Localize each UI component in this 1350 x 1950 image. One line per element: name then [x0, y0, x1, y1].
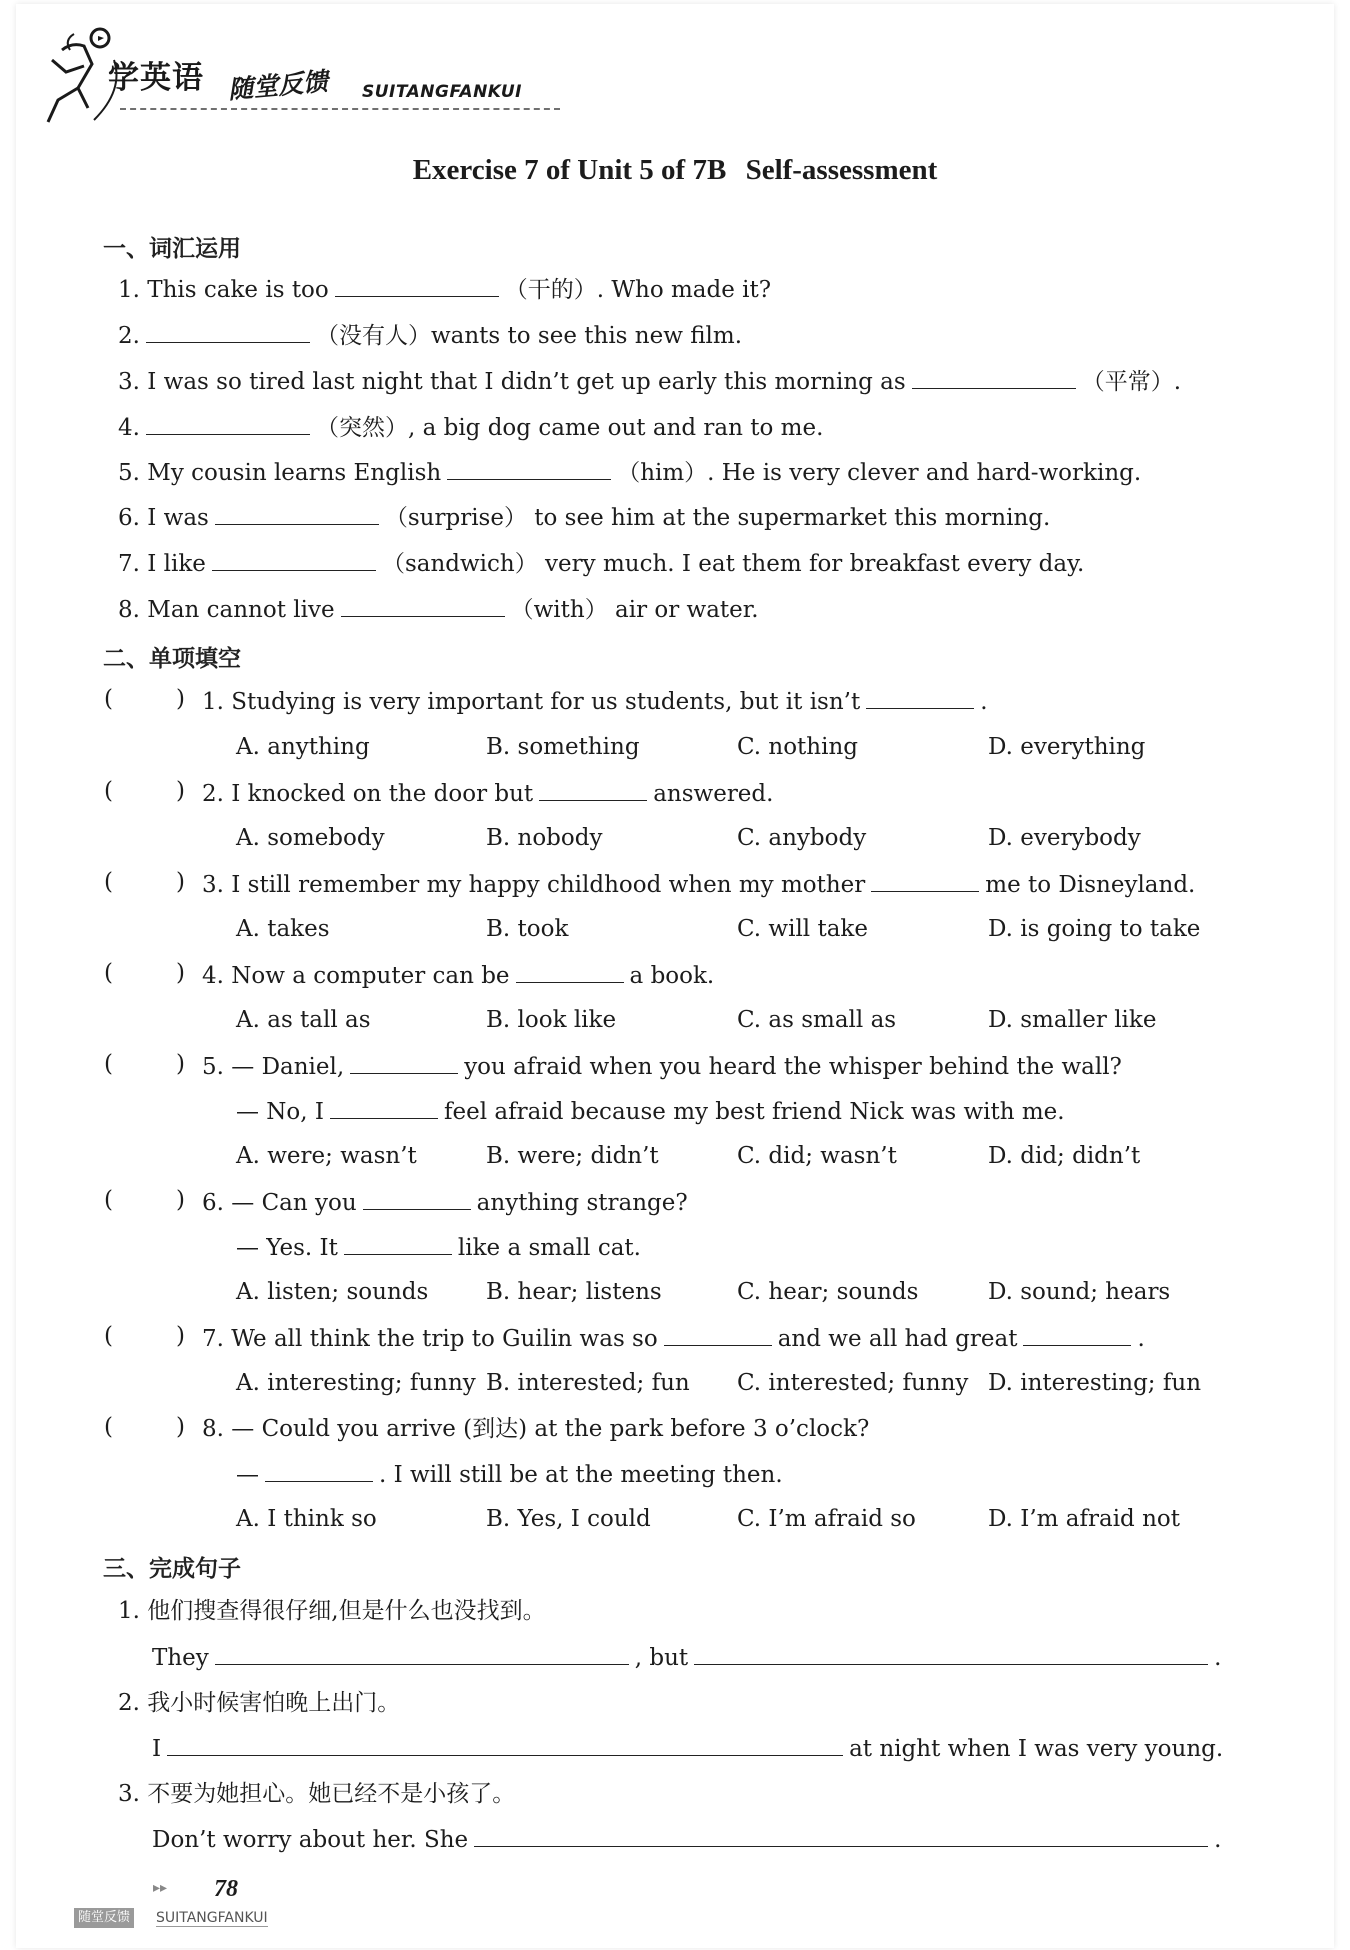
- question-line: 4. Now a computer can be a book.: [202, 960, 714, 991]
- answer-paren-close: ): [176, 1414, 185, 1440]
- option-c[interactable]: C. nothing: [737, 734, 859, 760]
- sentence-chinese: 2. 我小时候害怕晚上出门。: [118, 1690, 401, 1716]
- vocab-item: 4. （突然）, a big dog came out and ran to me.: [118, 412, 823, 443]
- answer-blank[interactable]: [664, 1323, 772, 1346]
- answer-blank[interactable]: [344, 1232, 452, 1255]
- question-line: 2. I knocked on the door but answered.: [202, 778, 773, 809]
- answer-paren-open: (: [104, 869, 113, 895]
- answer-paren-close: ): [176, 686, 185, 712]
- answer-paren-close: ): [176, 869, 185, 895]
- option-d[interactable]: D. did; didn’t: [988, 1143, 1141, 1169]
- answer-paren-close: ): [176, 1323, 185, 1349]
- title-sub: Self-assessment: [745, 154, 938, 186]
- question-line: 5. — Daniel, you afraid when you heard the whisper behind the wall?: [202, 1051, 1122, 1082]
- option-b[interactable]: B. nobody: [486, 825, 603, 851]
- question-line: — Yes. It like a small cat.: [236, 1232, 641, 1263]
- logo-english: SUITANGFANKUI: [362, 82, 522, 102]
- vocab-item: 8. Man cannot live （with） air or water.: [118, 594, 759, 625]
- answer-blank[interactable]: [146, 320, 310, 343]
- answer-paren-open: (: [104, 1323, 113, 1349]
- answer-paren-open: (: [104, 686, 113, 712]
- section-heading-sentences: 三、完成句子: [103, 1556, 241, 1582]
- option-b[interactable]: B. something: [486, 734, 640, 760]
- option-c[interactable]: C. did; wasn’t: [737, 1143, 897, 1169]
- sentence-chinese: 3. 不要为她担心。她已经不是小孩了。: [118, 1781, 516, 1807]
- answer-blank[interactable]: [866, 686, 974, 709]
- option-b[interactable]: B. were; didn’t: [486, 1143, 659, 1169]
- answer-blank[interactable]: [330, 1096, 438, 1119]
- option-a[interactable]: A. listen; sounds: [236, 1279, 429, 1305]
- question-line: 6. — Can you anything strange?: [202, 1187, 688, 1218]
- question-line: 8. — Could you arrive (到达) at the park before 3 o’clock?: [202, 1416, 870, 1442]
- header-logo: [40, 20, 560, 130]
- sentence-english: I at night when I was very young.: [152, 1733, 1223, 1764]
- option-d[interactable]: D. smaller like: [988, 1007, 1157, 1033]
- option-d[interactable]: D. everything: [988, 734, 1146, 760]
- option-d[interactable]: D. interesting; fun: [988, 1370, 1202, 1396]
- option-a[interactable]: A. were; wasn’t: [236, 1143, 417, 1169]
- answer-blank[interactable]: [215, 1642, 629, 1665]
- vocab-item: 7. I like （sandwich） very much. I eat them for breakfast every day.: [118, 548, 1084, 579]
- vocab-item: 3. I was so tired last night that I didn’t get up early this morning as （平常）.: [118, 366, 1181, 397]
- footer-tag: 随堂反馈: [74, 1908, 134, 1928]
- answer-blank[interactable]: [212, 548, 376, 571]
- answer-blank[interactable]: [215, 502, 379, 525]
- option-a[interactable]: A. interesting; funny: [236, 1370, 476, 1396]
- footer-arrow-icon: ▸▸: [153, 1880, 168, 1896]
- answer-blank[interactable]: [474, 1824, 1208, 1847]
- answer-blank[interactable]: [341, 594, 505, 617]
- answer-paren-open: (: [104, 778, 113, 804]
- option-d[interactable]: D. I’m afraid not: [988, 1506, 1180, 1532]
- question-line: 3. I still remember my happy childhood when my mother me to Disneyland.: [202, 869, 1195, 900]
- option-c[interactable]: C. interested; funny: [737, 1370, 969, 1396]
- answer-paren-open: (: [104, 1414, 113, 1440]
- option-c[interactable]: C. will take: [737, 916, 868, 942]
- answer-blank[interactable]: [167, 1733, 843, 1756]
- vocab-item: 6. I was （surprise） to see him at the supermarket this morning.: [118, 502, 1050, 533]
- option-b[interactable]: B. Yes, I could: [486, 1506, 651, 1532]
- answer-paren-open: (: [104, 1051, 113, 1077]
- option-d[interactable]: D. sound; hears: [988, 1279, 1171, 1305]
- vocab-item: 1. This cake is too （干的）. Who made it?: [118, 274, 771, 305]
- title-main: Exercise 7 of Unit 5 of 7B: [412, 154, 727, 186]
- answer-paren-open: (: [104, 1187, 113, 1213]
- question-line: — No, I feel afraid because my best friend Nick was with me.: [236, 1096, 1065, 1127]
- answer-blank[interactable]: [265, 1459, 373, 1482]
- answer-blank[interactable]: [335, 274, 499, 297]
- section-heading-choice: 二、单项填空: [103, 646, 241, 672]
- answer-blank[interactable]: [871, 869, 979, 892]
- option-d[interactable]: D. everybody: [988, 825, 1141, 851]
- question-line: 1. Studying is very important for us students, but it isn’t .: [202, 686, 988, 717]
- option-b[interactable]: B. look like: [486, 1007, 617, 1033]
- sentence-english: They , but .: [152, 1642, 1221, 1673]
- logo-chinese: 学英语: [108, 60, 204, 96]
- option-c[interactable]: C. hear; sounds: [737, 1279, 919, 1305]
- option-c[interactable]: C. I’m afraid so: [737, 1506, 916, 1532]
- option-a[interactable]: A. anything: [236, 734, 370, 760]
- answer-blank[interactable]: [350, 1051, 458, 1074]
- logo-chinese-sub: 随堂反馈: [227, 66, 330, 105]
- vocab-item: 5. My cousin learns English （him）. He is very clever and hard-working.: [118, 457, 1141, 488]
- vocab-item: 2. （没有人）wants to see this new film.: [118, 320, 742, 351]
- header-divider: [120, 108, 560, 110]
- option-a[interactable]: A. I think so: [236, 1506, 377, 1532]
- footer-english: SUITANGFANKUI: [156, 1910, 268, 1926]
- sentence-chinese: 1. 他们搜查得很仔细,但是什么也没找到。: [118, 1598, 546, 1624]
- answer-paren-close: ): [176, 1051, 185, 1077]
- option-c[interactable]: C. as small as: [737, 1007, 897, 1033]
- sentence-english: Don’t worry about her. She .: [152, 1824, 1221, 1855]
- option-a[interactable]: A. as tall as: [236, 1007, 371, 1033]
- page-title: [0, 154, 1350, 187]
- answer-blank[interactable]: [694, 1642, 1208, 1665]
- option-d[interactable]: D. is going to take: [988, 916, 1201, 942]
- answer-blank[interactable]: [1023, 1323, 1131, 1346]
- question-line: — . I will still be at the meeting then.: [236, 1459, 783, 1490]
- option-b[interactable]: B. interested; fun: [486, 1370, 690, 1396]
- answer-paren-open: (: [104, 960, 113, 986]
- page-number: 78: [214, 1876, 238, 1902]
- answer-blank[interactable]: [447, 457, 611, 480]
- answer-blank[interactable]: [146, 412, 310, 435]
- answer-blank[interactable]: [912, 366, 1076, 389]
- option-c[interactable]: C. anybody: [737, 825, 867, 851]
- answer-blank[interactable]: [363, 1187, 471, 1210]
- answer-blank[interactable]: [516, 960, 624, 983]
- answer-paren-close: ): [176, 960, 185, 986]
- option-b[interactable]: B. hear; listens: [486, 1279, 662, 1305]
- option-a[interactable]: A. somebody: [236, 825, 385, 851]
- answer-blank[interactable]: [539, 778, 647, 801]
- option-a[interactable]: A. takes: [236, 916, 330, 942]
- question-line: 7. We all think the trip to Guilin was so and we all had great .: [202, 1323, 1145, 1354]
- answer-paren-close: ): [176, 778, 185, 804]
- section-heading-vocab: 一、词汇运用: [103, 236, 241, 262]
- answer-paren-close: ): [176, 1187, 185, 1213]
- option-b[interactable]: B. took: [486, 916, 569, 942]
